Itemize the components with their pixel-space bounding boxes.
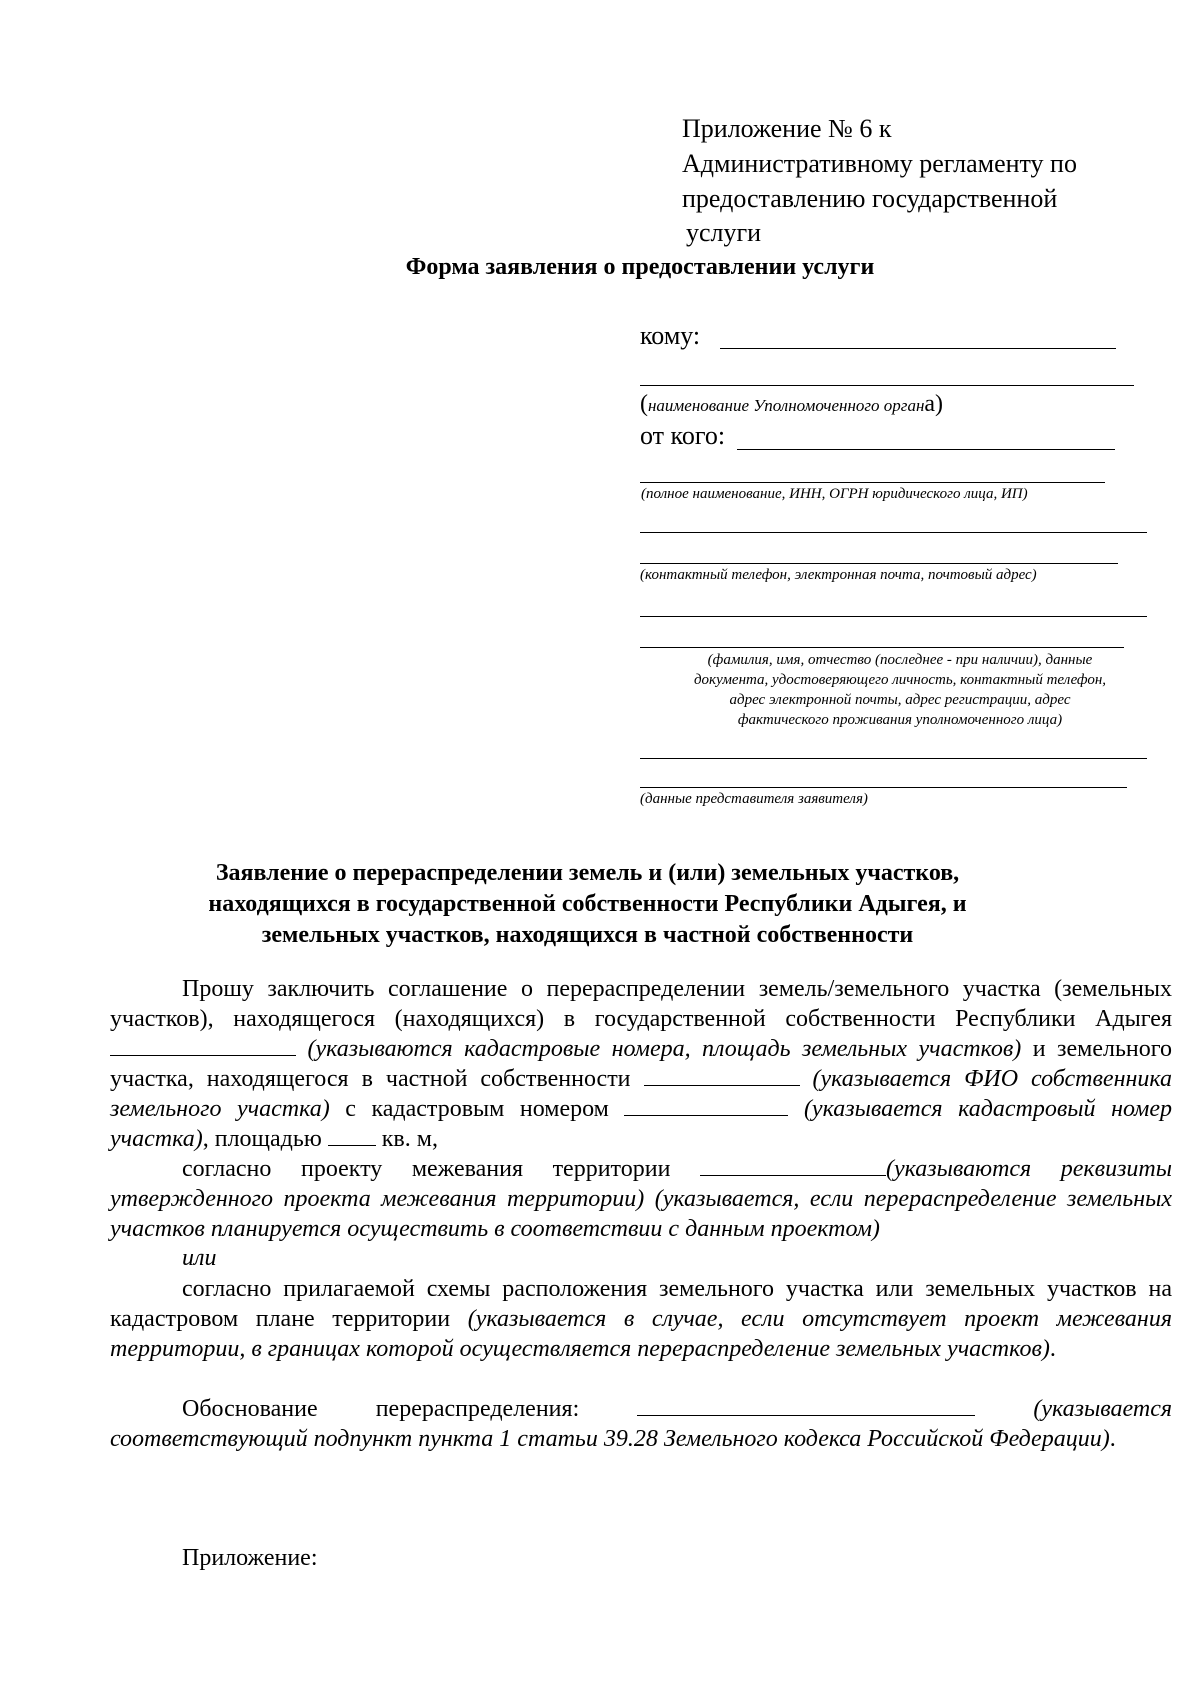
cadastral-numbers-field[interactable] [110,1035,296,1056]
from-label: от кого: [640,421,726,450]
appendix-line-2: Административному регламенту по [682,149,1077,178]
paragraph-survey-project: согласно проекту межевания территории (указываются реквизиты утвержденного проекта межевания территории) (указывается, если перераспределение земельных участков планируется осуществить в соответствии с данным проектом) [110,1156,1173,1242]
to-field-line-2[interactable] [640,385,1134,386]
paragraph-request: Прошу заключить соглашение о перераспределении земель/земельного участка (земельных участков), находящегося (находящихся) в государственной собственности Республики Адыгея (указываются кадастровые номера, площадь земельных участков) и земельного участка, находящегося в частной собственности (указывается ФИО собственника земельного участка) с кадастровым номером (указывается кадастровый номер участка), площадью кв. м, [110,976,1173,1152]
or-text: или [182,1245,217,1271]
statement-title [100,858,1075,951]
person-caption [640,650,1160,730]
appendix-line-3: предоставлению государственной [682,184,1058,213]
blank-line-3[interactable] [640,758,1147,759]
survey-project-field[interactable] [700,1155,886,1176]
statement-title-line-3: земельных участков, находящихся в частной собственности [261,922,914,948]
paragraph-justification: Обоснование перераспределения: (указывается соответствующий подпункт пункта 1 статьи 39.28 Земельного кодекса Российской Федерации). [110,1396,1173,1452]
person-caption-line-3: адрес электронной почты, адрес регистрации, адрес [729,692,1071,708]
to-field-line[interactable] [720,348,1116,349]
person-caption-line-1: (фамилия, имя, отчество (последнее - при наличии), данные [707,652,1093,668]
statement-title-line-1: Заявление о перераспределении земель и (или) земельных участков, [215,860,960,886]
person-field-line[interactable] [640,647,1124,648]
org-caption: (полное наименование, ИНН, ОГРН юридического лица, ИП) [641,486,1028,502]
to-label: кому: [640,321,701,350]
org-field-line[interactable] [640,482,1105,483]
appendix-line-1: Приложение № 6 к [682,114,892,143]
contacts-field-line[interactable] [640,563,1118,564]
blank-line-1[interactable] [640,532,1147,533]
rep-caption: (данные представителя заявителя) [640,791,868,807]
person-caption-line-4: фактического проживания уполномоченного лица) [737,712,1063,728]
owner-name-field[interactable] [644,1065,800,1086]
contacts-caption: (контактный телефон, электронная почта, почтовый адрес) [640,567,1037,583]
area-field[interactable] [328,1125,376,1146]
attachment-label: Приложение: [182,1545,318,1571]
to-caption: (наименование Уполномоченного органа) [640,391,944,417]
paragraph-layout-scheme: согласно прилагаемой схемы расположения земельного участка или земельных участков на кадастровом плане территории (указывается в случае, если отсутствует проект межевания территории, в границах которой осуществляется перераспределение земельных участков). [110,1276,1172,1362]
blank-line-2[interactable] [640,616,1147,617]
from-field-line[interactable] [737,449,1115,450]
form-title: Форма заявления о предоставлении услуги [405,254,875,280]
person-caption-line-2: документа, удостоверяющего личность, контактный телефон, [693,672,1107,688]
statement-title-line-2: находящихся в государственной собственности Республики Адыгея, и [208,891,967,917]
justification-field[interactable] [637,1395,975,1416]
rep-field-line[interactable] [640,787,1127,788]
appendix-line-4: услуги [686,218,762,247]
cadastral-number-field[interactable] [624,1095,788,1116]
